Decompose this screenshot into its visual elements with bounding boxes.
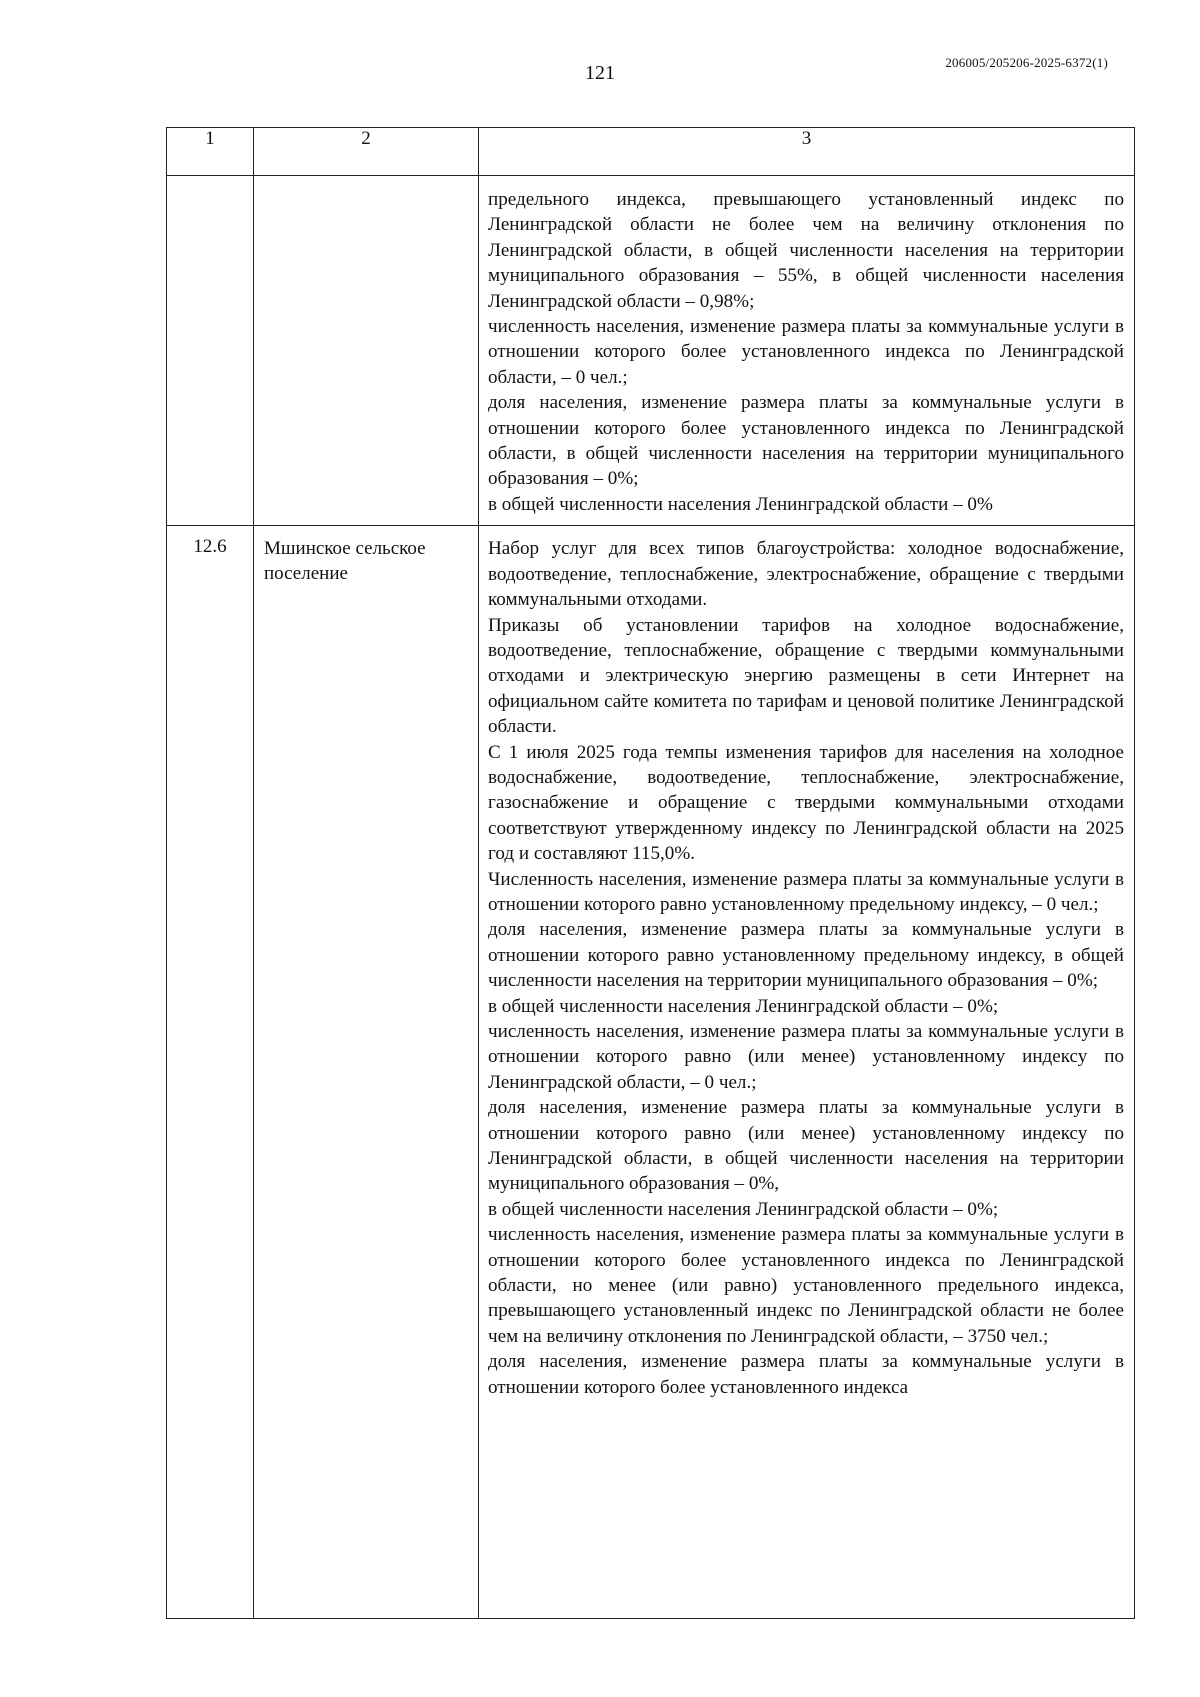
paragraph: доля населения, изменение размера платы за коммунальные услуги в отношении которого более установленного индекса по Ленинградской области, в общей численности населения на территории муниципального образования – 0%; bbox=[488, 392, 1124, 490]
paragraph: Численность населения, изменение размера платы за коммунальные услуги в отношении которого равно установленному предельному индексу, – 0 чел.; bbox=[488, 868, 1124, 915]
paragraph: в общей численности населения Ленинградской области – 0%; bbox=[488, 995, 999, 1017]
paragraph: доля населения, изменение размера платы за коммунальные услуги в отношении которого равно установленному предельному индексу, в общей численности населения на территории муниципального образования – 0%; bbox=[488, 919, 1124, 992]
settlement-name bbox=[254, 176, 479, 526]
paragraph: Набор услуг для всех типов благоустройства: холодное водоснабжение, водоотведение, теплоснабжение, электроснабжение, обращение с твердыми коммунальными отходами. bbox=[488, 538, 1124, 611]
paragraph: в общей численности населения Ленинградской области – 0% bbox=[488, 493, 993, 515]
paragraph: в общей численности населения Ленинградской области – 0%; bbox=[488, 1198, 999, 1220]
row-description bbox=[479, 176, 1135, 526]
paragraph: Приказы об установлении тарифов на холодное водоснабжение, водоотведение, теплоснабжение, обращение с твердыми коммунальными отходами и электрическую энергию размещены в сети Интернет на официальном сайте комитета по тарифам и ценовой политике Ленинградской области. bbox=[488, 614, 1124, 738]
table-row bbox=[167, 176, 1135, 526]
table-row bbox=[167, 526, 1135, 1619]
row-description bbox=[479, 526, 1135, 1619]
page-number: 121 bbox=[585, 62, 615, 84]
paragraph: доля населения, изменение размера платы за коммунальные услуги в отношении которого более установленного индекса bbox=[488, 1351, 1124, 1398]
column-header-2: 2 bbox=[254, 128, 479, 176]
paragraph: доля населения, изменение размера платы за коммунальные услуги в отношении которого равно (или менее) установленному индексу по Ленинградской области, в общей численности населения на территории муниципального образования – 0%, bbox=[488, 1097, 1124, 1195]
paragraph: предельного индекса, превышающего установленный индекс по Ленинградской области не более чем на величину отклонения по Ленинградской области, в общей численности населения на территории муниципального образования – 55%, в общей численности населения Ленинградской области – 0,98%; bbox=[488, 189, 1124, 312]
paragraph: С 1 июля 2025 года темпы изменения тарифов для населения на холодное водоснабжение, водоотведение, теплоснабжение, электроснабжение, газоснабжение и обращение с твердыми коммунальными отходами соответствуют утвержденному индексу по Ленинградской области на 2025 год и составляют 115,0%. bbox=[488, 741, 1124, 865]
settlement-name: Мшинское сельское поселение bbox=[254, 526, 479, 1619]
paragraph: численность населения, изменение размера платы за коммунальные услуги в отношении которого равно (или менее) установленному индексу по Ленинградской области, – 0 чел.; bbox=[488, 1021, 1124, 1093]
column-header-3: 3 bbox=[479, 128, 1135, 176]
row-number: 12.6 bbox=[167, 526, 254, 1619]
document-id: 206005/205206-2025-6372(1) bbox=[945, 55, 1108, 70]
table-header-row bbox=[167, 128, 1135, 176]
column-header-1: 1 bbox=[167, 128, 254, 176]
paragraph: численность населения, изменение размера платы за коммунальные услуги в отношении которого более установленного индекса по Ленинградской области, – 0 чел.; bbox=[488, 316, 1124, 388]
paragraph: численность населения, изменение размера платы за коммунальные услуги в отношении которого более установленного индекса по Ленинградской области, но менее (или равно) установленного предельного индекса, превышающего установленный индекс по Ленинградской области не более чем на величину отклонения по Ленинградской области, – 3750 чел.; bbox=[488, 1224, 1124, 1347]
row-number bbox=[167, 176, 254, 526]
content-table bbox=[166, 127, 1135, 1619]
